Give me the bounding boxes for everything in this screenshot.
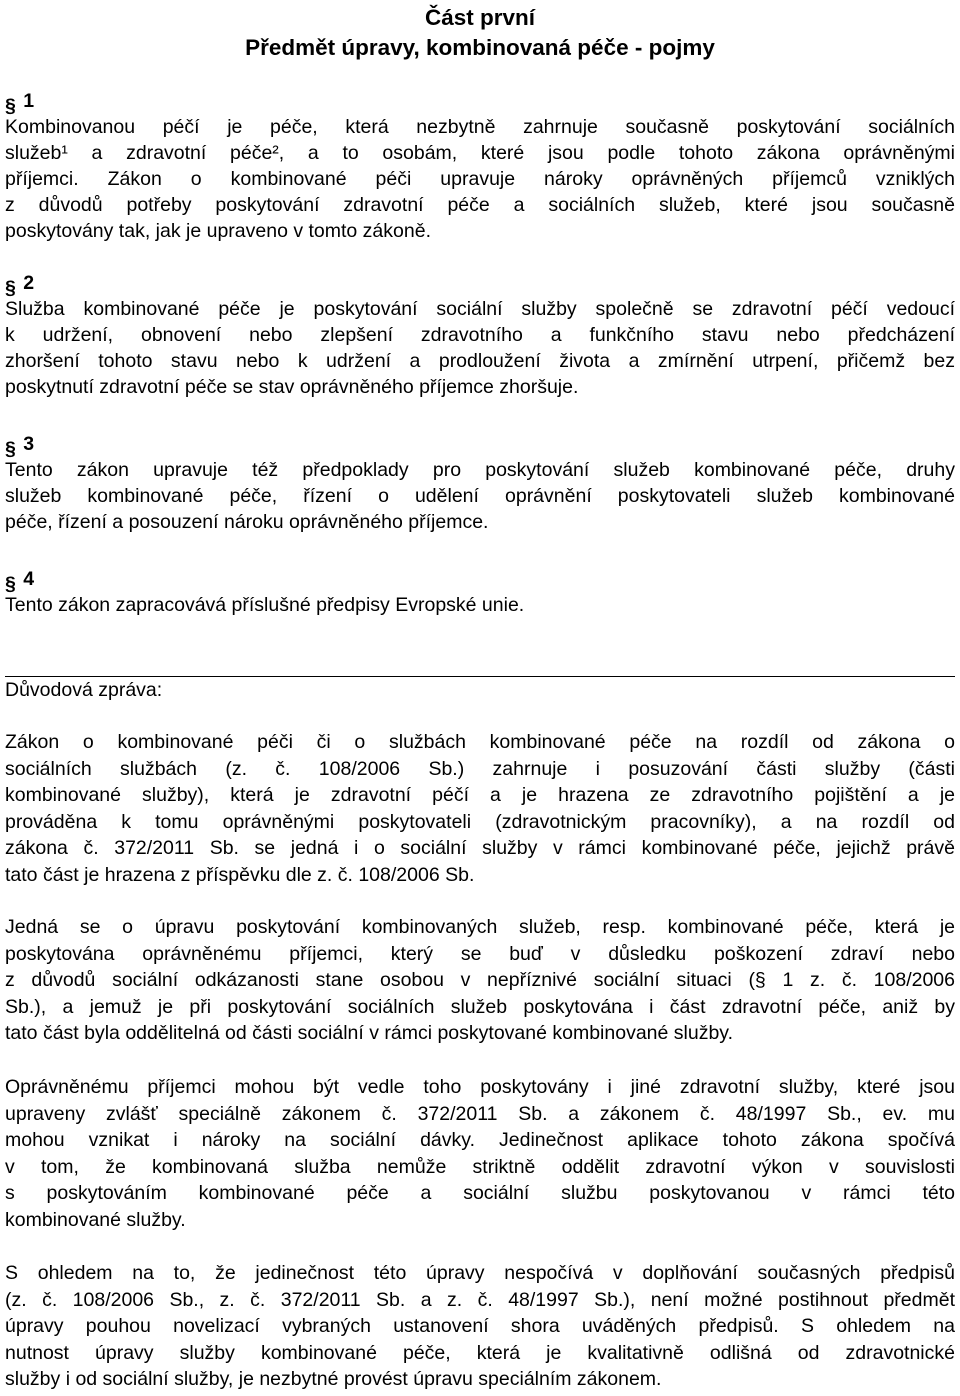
text-line: služeb kombinované péče, řízení o udělení oprávnění poskytovateli služeb kombinované [5, 485, 955, 507]
text-line: poskytována oprávněnému příjemci, který se buď v důsledku poškození zdraví nebo [5, 942, 955, 965]
paragraph-symbol: § [5, 573, 16, 595]
paragraph-symbol: § [5, 438, 16, 460]
text-line: zhoršení tohoto stavu nebo k udržení a prodloužení života a zmírnění utrpení, přičemž bez [5, 350, 955, 372]
text-line: Oprávněnému příjemci mohou být vedle toho poskytovány i jiné zdravotní služby, které jsou [5, 1076, 955, 1098]
section-number: 1 [23, 90, 35, 112]
text-line: Tento zákon zapracovává příslušné předpisy Evropské unie. [5, 594, 525, 616]
section-heading [5, 566, 955, 595]
text-line: tato část je hrazena z příspěvku dle z. č. 108/2006 Sb. [5, 863, 475, 886]
reasoning-paragraph-4 [5, 1260, 955, 1393]
section-heading [5, 431, 955, 460]
paragraph-symbol: § [5, 95, 16, 117]
text-line: zákona č. 372/2011 Sb. se jedná i o sociální služby v rámci kombinované péče, jejichž právě [5, 837, 955, 860]
section-number: 2 [23, 272, 35, 294]
section-heading [5, 88, 955, 117]
text-line: poskytovány tak, jak je upraveno v tomto zákoně. [5, 220, 431, 242]
text-line: prováděna k tomu oprávněnými poskytovateli (zdravotnickým pracovníky), a na rozdíl od [5, 810, 955, 833]
section-1 [5, 88, 955, 244]
text-line: Sb.), a jemuž je při poskytování sociálních služeb poskytována i část zdravotní péče, aniž by [5, 995, 955, 1018]
text-line: služeb¹ a zdravotní péče², a to osobám, které jsou podle tohoto zákona oprávněnými [5, 142, 955, 164]
section-2 [5, 270, 955, 400]
text-line: sociálních službách (z. č. 108/2006 Sb.) zahrnuje i posuzování části služby (části [5, 757, 955, 780]
text-line: z důvodů sociální odkázanosti stane osobou v nepříznivé sociální situaci (§ 1 z. č. 108/2006 [5, 969, 955, 992]
text-line: Služba kombinované péče je poskytování sociální služby společně se zdravotní péčí vedoucí [5, 298, 955, 320]
document-subtitle: Předmět úpravy, kombinovaná péče - pojmy [245, 35, 715, 60]
text-line: Tento zákon upravuje též předpoklady pro poskytování služeb kombinované péče, druhy [5, 459, 955, 481]
text-line: Zákon o kombinované péči či o službách kombinované péče na rozdíl od zákona o [5, 731, 955, 753]
reasoning-paragraph-1 [5, 729, 955, 889]
text-line: s poskytováním kombinované péče a sociální službu poskytovanou v rámci této [5, 1182, 955, 1205]
text-line: Kombinovanou péčí je péče, která nezbytně zahrnuje současně poskytování sociálních [5, 116, 955, 138]
text-line: v tom, že kombinovaná služba nemůže striktně oddělit zdravotní výkon v souvislosti [5, 1155, 955, 1178]
text-line: mohou vznikat i nároky na sociální dávky. Jedinečnost aplikace tohoto zákona spočívá [5, 1129, 955, 1152]
text-line: Jedná se o úpravu poskytování kombinovaných služeb, resp. kombinované péče, která je [5, 916, 955, 938]
section-3 [5, 431, 955, 535]
text-line: kombinované služby), která je zdravotní péčí a je hrazena ze zdravotního pojištění a je [5, 784, 955, 807]
section-number: 3 [23, 433, 35, 455]
text-line: upraveny zvlášť speciálně zákonem č. 372/2011 Sb. a zákonem č. 48/1997 Sb., ev. mu [5, 1102, 955, 1125]
section-heading [5, 270, 955, 299]
section-number: 4 [23, 568, 35, 590]
section-4 [5, 566, 955, 618]
text-line: kombinované služby. [5, 1208, 186, 1231]
text-line: k udržení, obnovení nebo zlepšení zdravotního a funkčního stavu nebo předcházení [5, 324, 955, 346]
text-line: S ohledem na to, že jedinečnost této úpravy nespočívá v doplňování současných předpisů [5, 1262, 955, 1284]
text-line: úpravy pouhou novelizací vybraných ustanovení shora uváděných předpisů. S ohledem na [5, 1315, 955, 1338]
reasoning-heading: Důvodová zpráva: [5, 679, 163, 701]
text-line: poskytnutí zdravotní péče se stav oprávněného příjemce zhoršuje. [5, 376, 579, 398]
text-line: tato část byla oddělitelná od části sociální v rámci poskytované kombinované služby. [5, 1022, 734, 1045]
text-line: péče, řízení a posouzení nároku oprávněného příjemce. [5, 511, 489, 533]
text-line: nutnost úpravy služby kombinované péče, která je kvalitativně odlišná od zdravotnické [5, 1341, 955, 1364]
document-title: Část první [424, 5, 536, 30]
reasoning-paragraph-3 [5, 1074, 955, 1234]
text-line: (z. č. 108/2006 Sb., z. č. 372/2011 Sb. a z. č. 48/1997 Sb.), není možné postihnout předmět [5, 1288, 955, 1311]
text-line: z důvodů potřeby poskytování zdravotní péče a sociálních služeb, které jsou současně [5, 194, 955, 216]
text-line: příjemci. Zákon o kombinované péči upravuje nároky oprávněných příjemců vzniklých [5, 168, 955, 190]
reasoning-paragraph-2 [5, 914, 955, 1047]
text-line: služby i od sociální služby, je nezbytné provést úpravu speciálním zákonem. [5, 1368, 662, 1391]
paragraph-symbol: § [5, 277, 16, 299]
